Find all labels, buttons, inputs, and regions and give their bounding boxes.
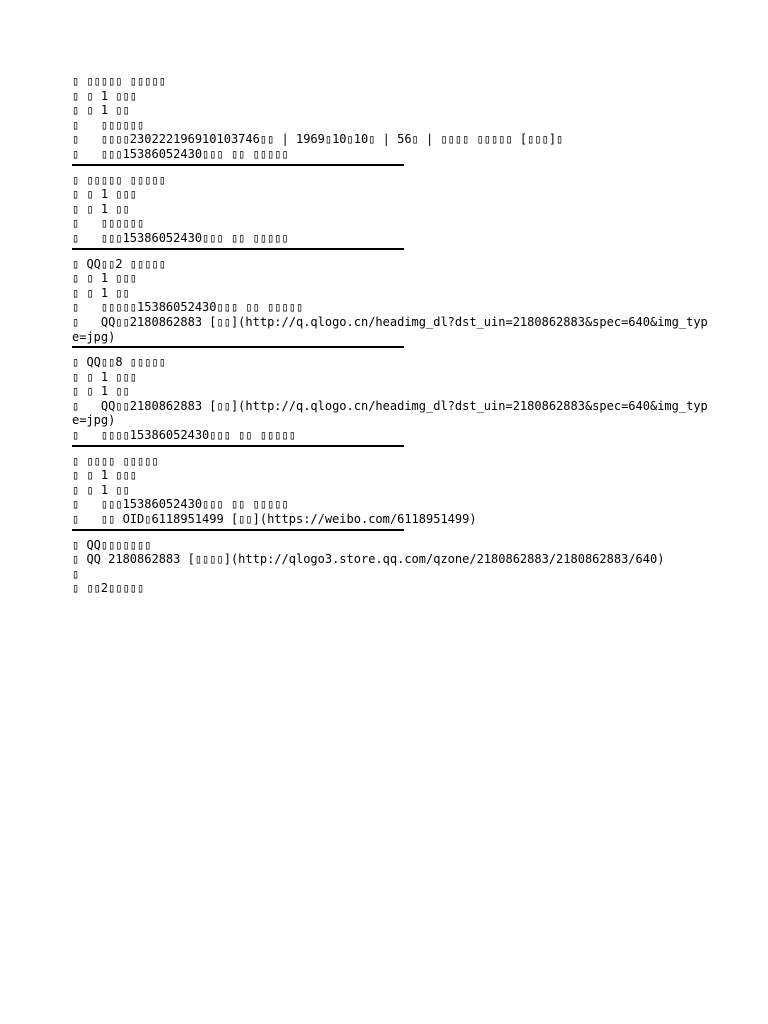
divider [72, 529, 404, 531]
text-line: ▯ ▯▯▯▯ ▯▯▯▯▯ [72, 453, 159, 468]
text-line: ▯ ▯▯2▯▯▯▯▯ [72, 581, 145, 596]
text-line: ▯ ▯ 1 ▯▯ [72, 103, 130, 118]
text-line: ▯ ▯▯▯▯▯ ▯▯▯▯▯ [72, 74, 166, 88]
text-line: ▯ ▯ 1 ▯▯ [72, 285, 130, 300]
text-line: ▯ QQ▯▯2180862883 [▯▯](http://q.qlogo.cn/headimg_dl?dst_uin=2180862883&spec=640&img_type=jpg) [72, 398, 708, 428]
text-line: ▯ QQ 2180862883 [▯▯▯▯](http://qlogo3.store.qq.com/qzone/2180862883/2180862883/640) [72, 552, 665, 567]
record-block [72, 173, 712, 250]
record-block [72, 257, 712, 349]
text-line: ▯ ▯ 1 ▯▯▯ [72, 187, 138, 202]
record-block [72, 355, 712, 447]
record-block [72, 538, 712, 596]
divider [72, 445, 404, 447]
text-line: ▯ QQ▯▯▯▯▯▯▯ [72, 537, 152, 552]
text-line: ▯ ▯▯▯▯230222196910103746▯▯ | 1969▯10▯10▯ | 56▯ | ▯▯▯▯ ▯▯▯▯▯ [▯▯▯]▯ [72, 132, 564, 147]
text-line: ▯ ▯ 1 ▯▯ [72, 482, 130, 497]
record-block [72, 74, 712, 166]
text-line: ▯ QQ▯▯8 ▯▯▯▯▯ [72, 355, 166, 370]
text-line: ▯ ▯ 1 ▯▯▯ [72, 369, 138, 384]
text-line: ▯ ▯▯▯▯▯▯ [72, 117, 145, 132]
text-line: ▯ ▯ 1 ▯▯ [72, 384, 130, 399]
text-line: ▯ ▯▯▯15386052430▯▯▯ ▯▯ ▯▯▯▯▯ [72, 497, 289, 512]
text-line: ▯ ▯▯▯15386052430▯▯▯ ▯▯ ▯▯▯▯▯ [72, 230, 289, 245]
text-line: ▯ ▯▯ OID▯6118951499 [▯▯](https://weibo.com/6118951499) [72, 512, 477, 527]
text-line: ▯ ▯ 1 ▯▯▯ [72, 88, 138, 103]
divider [72, 164, 404, 166]
text-line: ▯ ▯▯▯▯15386052430▯▯▯ ▯▯ ▯▯▯▯▯ [72, 428, 296, 443]
text-line: ▯ ▯▯▯▯▯▯ [72, 216, 145, 231]
record-block [72, 454, 712, 531]
text-line: ▯ ▯ 1 ▯▯▯ [72, 468, 138, 483]
text-line: ▯ ▯ 1 ▯▯ [72, 201, 130, 216]
text-line: ▯ ▯▯▯15386052430▯▯▯ ▯▯ ▯▯▯▯▯ [72, 146, 289, 161]
divider [72, 346, 404, 348]
document-body [72, 74, 712, 596]
divider [72, 248, 404, 250]
text-line: ▯ ▯ 1 ▯▯▯ [72, 271, 138, 286]
text-line: ▯ ▯▯▯▯▯ ▯▯▯▯▯ [72, 172, 166, 187]
text-line: ▯ [72, 566, 80, 581]
text-line: ▯ QQ▯▯2180862883 [▯▯](http://q.qlogo.cn/headimg_dl?dst_uin=2180862883&spec=640&img_type=jpg) [72, 314, 708, 344]
text-line: ▯ QQ▯▯2 ▯▯▯▯▯ [72, 256, 166, 271]
text-line: ▯ ▯▯▯▯▯15386052430▯▯▯ ▯▯ ▯▯▯▯▯ [72, 300, 304, 315]
